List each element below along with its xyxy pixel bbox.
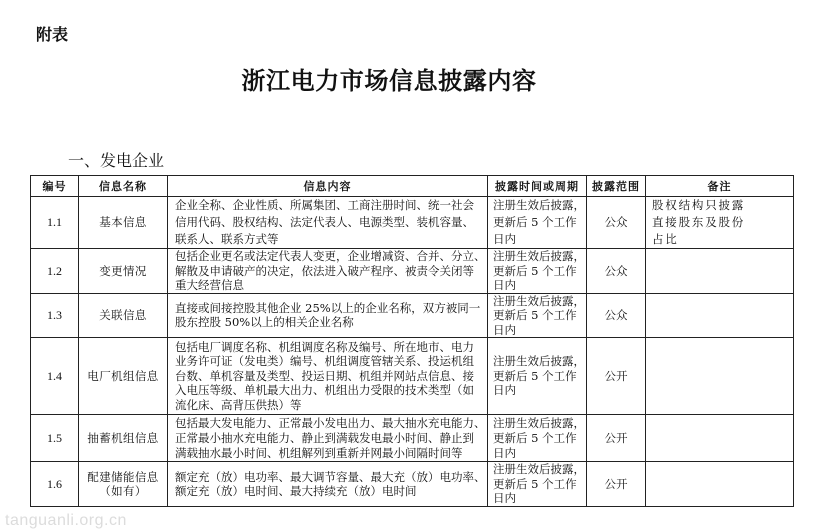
row-number: 1.3 [47,308,62,322]
remarks-cell [646,293,794,338]
disclosure-timing-line: 更新后 5 个工作 [493,476,577,491]
info-content-line: 重大经营信息 [175,278,244,292]
info-content-line: 业务许可证（发电类）编号、机组调度管辖关系、投运机组 [175,354,474,369]
column-header-disclosure-timing: 披露时间或周期 [488,176,587,197]
info-name-cell [79,338,168,415]
disclosure-timing-line: 日内 [493,491,516,506]
info-content-line: 企业全称、企业性质、所属集团、工商注册时间、统一社会 [175,198,474,212]
remarks-cell [646,462,794,507]
row-number-cell [31,293,79,338]
info-content-cell [168,415,488,462]
info-content-line: 信用代码、股权结构、法定代表人、电源类型、装机容量、 [175,215,474,229]
info-content-cell [168,462,488,507]
info-name-line: 电厂机组信息 [87,368,159,383]
remarks-line: 直接股东及股份 [652,215,746,229]
info-content-line: 额定充（放）电功率、最大调节容量、最大充（放）电功率、 [175,469,486,484]
info-name-line: 基本信息 [99,215,147,229]
table-body [31,197,794,507]
info-content-line: 联系人、联系方式等 [175,232,279,246]
info-name-cell [79,197,168,249]
info-content-line: 股东控股 50%以上的相关企业名称 [175,315,354,330]
table-row [31,415,794,462]
row-number: 1.5 [47,430,62,445]
info-content-line: 包括电厂调度名称、机组调度名称及编号、所在地市、电力 [175,339,474,354]
disclosure-timing-cell [488,293,587,338]
disclosure-timing-line: 注册生效后披露， [493,462,585,477]
disclosure-scope: 公开 [604,430,628,445]
section-title: 一、发电企业 [68,151,165,170]
info-name-line: 配建储能信息 [87,469,159,484]
disclosure-timing-cell [488,338,587,415]
table-row [31,249,794,294]
disclosure-timing-line: 注册生效后披露， [493,198,585,212]
info-content-line: 包括最大发电能力、正常最小发电出力、最大抽水充电能力、 [175,415,486,430]
disclosure-timing-line: 更新后 5 个工作 [493,215,577,229]
disclosure-timing-line: 注册生效后披露， [493,415,585,430]
remarks-cell [646,338,794,415]
disclosure-scope: 公众 [604,263,628,278]
disclosure-timing-line: 日内 [493,445,516,460]
disclosure-scope-cell [587,293,646,338]
row-number-cell [31,462,79,507]
info-name-line: 抽蓄机组信息 [87,430,159,445]
appendix-label: 附表 [36,25,69,44]
remarks-cell [646,249,794,294]
remarks-line: 占比 [652,232,679,246]
table-row [31,197,794,249]
info-content-cell [168,338,488,415]
disclosure-timing-line: 日内 [493,278,516,292]
disclosure-timing-line: 注册生效后披露， [493,293,585,308]
info-content-line: 包括企业更名或法定代表人变更，企业增减资、合并、分立、 [175,249,486,263]
info-content-cell [168,197,488,249]
info-content-line: 解散及申请破产的决定，依法进入破产程序、被责令关闭等 [175,263,474,278]
column-header-info-name: 信息名称 [79,176,168,197]
row-number-cell [31,197,79,249]
disclosure-timing-cell [488,415,587,462]
info-content-line: 台数、单机容量及类型、投运日期、机组并网站点信息、接 [175,368,474,383]
disclosure-timing-line: 注册生效后披露， [493,249,585,263]
column-header-disclosure-scope: 披露范围 [587,176,646,197]
disclosure-scope: 公开 [604,476,628,491]
remarks-cell [646,197,794,249]
disclosure-timing-line: 更新后 5 个工作 [493,308,577,322]
info-content-line: 正常最小抽水充电能力、静止到满载发电最小时间、静止到 [175,430,474,445]
info-name-line: （如有） [99,484,147,498]
info-content-line: 流化床、高背压供热）等 [175,397,302,412]
column-header-info-content: 信息内容 [168,176,488,197]
info-content-cell [168,293,488,338]
info-name-line: 变更情况 [99,263,147,278]
info-content-line: 入电压等级、单机最大出力、机组出力受限的技术类型（如 [175,383,474,398]
disclosure-timing-cell [488,249,587,294]
disclosure-timing-line: 更新后 5 个工作 [493,368,577,383]
disclosure-scope-cell [587,197,646,249]
info-name-cell [79,415,168,462]
info-name-cell [79,462,168,507]
disclosure-timing-line: 日内 [493,383,516,398]
disclosure-timing-line: 更新后 5 个工作 [493,263,577,278]
watermark: tanguanli.org.cn [5,512,127,529]
info-content-line: 满载抽水最小时间、机组解列到重新并网最小间隔时间等 [175,445,463,460]
column-header-number: 编号 [31,176,79,197]
row-number-cell [31,415,79,462]
table-header-row [31,176,794,197]
row-number: 1.1 [47,215,62,229]
disclosure-timing-cell [488,197,587,249]
disclosure-scope: 公众 [604,215,628,229]
disclosure-scope-cell [587,338,646,415]
row-number-cell [31,249,79,294]
disclosure-timing-line: 日内 [493,322,516,337]
disclosure-scope-cell [587,415,646,462]
table-row [31,462,794,507]
row-number: 1.6 [47,476,62,491]
disclosure-timing-line: 日内 [493,232,516,246]
row-number: 1.2 [47,263,62,278]
info-content-cell [168,249,488,294]
disclosure-scope: 公开 [604,368,628,383]
disclosure-scope-cell [587,249,646,294]
table-header [31,176,794,197]
disclosure-scope: 公众 [604,308,628,322]
row-number: 1.4 [47,368,62,383]
disclosure-scope-cell [587,462,646,507]
table-row [31,293,794,338]
row-number-cell [31,338,79,415]
table-row [31,338,794,415]
disclosure-timing-line: 更新后 5 个工作 [493,430,577,445]
document-title: 浙江电力市场信息披露内容 [241,66,537,95]
disclosure-timing-line: 注册生效后披露， [493,354,585,369]
remarks-line: 股权结构只披露 [652,198,746,212]
disclosure-timing-cell [488,462,587,507]
info-name-line: 关联信息 [99,308,147,322]
info-name-cell [79,293,168,338]
info-content-line: 直接或间接控股其他企业 25%以上的企业名称，双方被同一 [175,300,481,315]
disclosure-table [30,175,794,507]
remarks-cell [646,415,794,462]
column-header-remarks: 备注 [646,176,794,197]
info-content-line: 额定充（放）电时间、最大持续充（放）电时间 [175,484,417,498]
info-name-cell [79,249,168,294]
